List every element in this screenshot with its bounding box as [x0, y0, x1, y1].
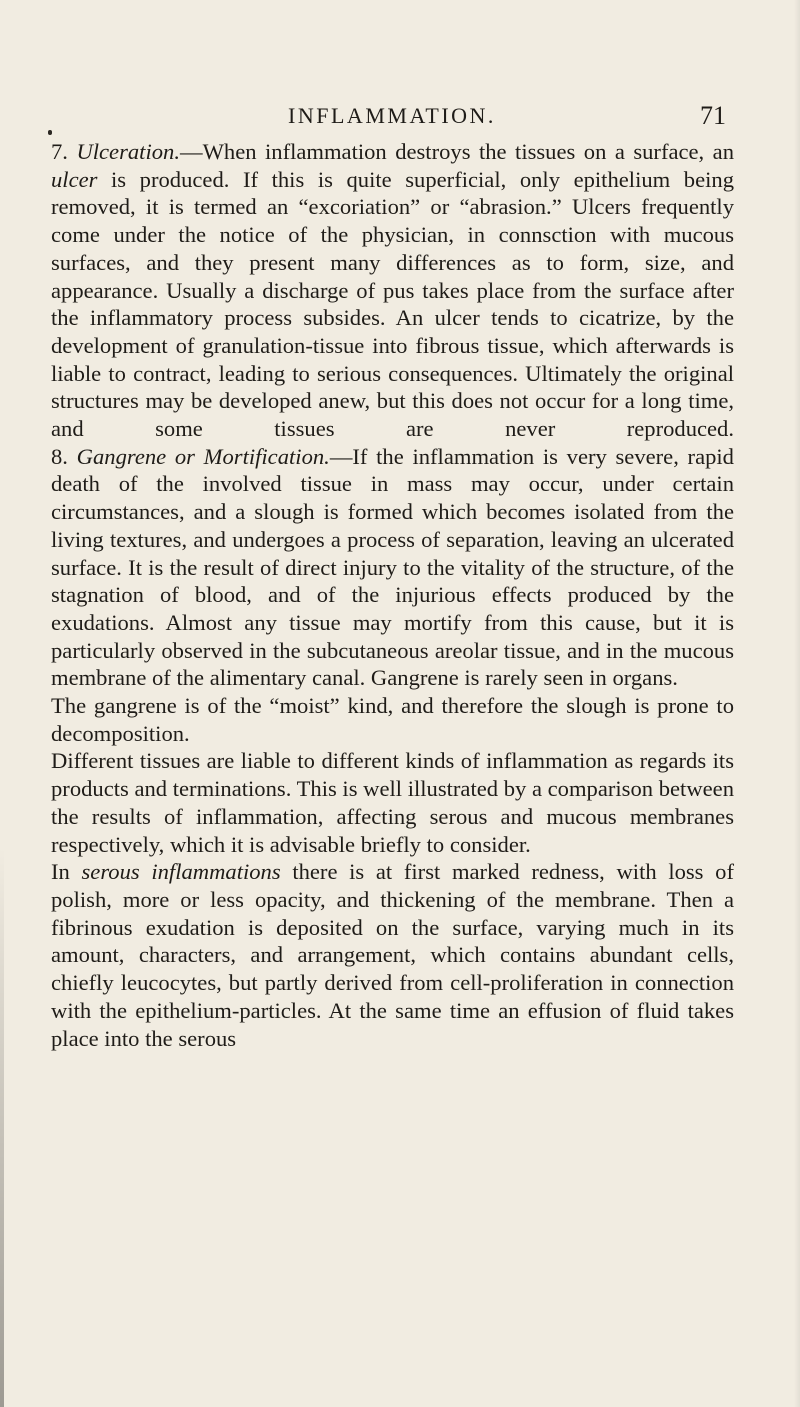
paragraph-serous-inflammations — [51, 858, 734, 1052]
page-number: 71 — [700, 101, 726, 130]
binding-shadow — [0, 847, 4, 1407]
paragraph-text: is produced. If this is quite superficial, only epithelium being removed, it is termed an “excoriation” or “abrasion.” Ulcers frequently come under the notice of the physician, in connsction with mucous surfaces, and they present many differences as to form, size, and appearance. Usually a discharge of pus takes place from the surface after the inflammatory process subsides. An ulcer tends to cicatrize, by the development of granulation-tissue into fibrous tissue, which afterwards is liable to contract, leading to serious consequences. Ultimately the original structures may be developed anew, but this does not occur for a long time, and some tissues are never reproduced. — [51, 166, 734, 442]
heading-dash: — — [329, 443, 353, 469]
body-text — [51, 138, 734, 1052]
section-heading-gangrene: Gangrene or Mortification. — [76, 443, 330, 469]
paragraph-text: If the inflammation is very severe, rapid death of the involved tissue in mass may occur, under certain circumstances, and a slough is formed which becomes isolated from the living textures, and undergoes a process of separation, leaving an ulcerated surface. It is the result of direct injury to the vitality of the structure, of the stagnation of blood, and of the injurious effects produced by the exudations. Almost any tissue may mortify from this cause, but it is particularly observed in the subcutaneous areolar tissue, and in the mucous membrane of the alimentary canal. Gangrene is rarely seen in organs. — [51, 443, 734, 691]
paragraph-text: The gangrene is of the “moist” kind, and therefore the slough is prone to decomposition. — [51, 693, 734, 746]
paragraph-text: Different tissues are liable to different kinds of inflammation as regards its products and terminations. This is well illustrated by a comparison between the results of inflammation, affecting serous and mucous membranes respectively, which it is advisable briefly to consider. — [51, 748, 734, 857]
italic-term-serous-inflammations: serous inflammations — [81, 859, 281, 885]
paragraph-text: When inflammation destroys the tissues on a surface, an — [202, 139, 734, 164]
section-number: 7. — [51, 139, 68, 164]
section-number: 8. — [51, 443, 68, 469]
section-heading-ulceration: Ulceration. — [76, 139, 180, 164]
paragraph-gangrene — [51, 443, 734, 692]
paragraph-text: there is at first marked redness, with loss of polish, more or less opacity, and thickening of the membrane. Then a fibrinous exudation is deposited on the surface, varying much in its amount, characters, and arrangement, which contains abundant cells, chiefly leucocytes, but partly derived from cell-proliferation in connection with the epithelium-particles. At the same time an effusion of fluid takes place into the serous — [51, 859, 734, 1051]
page-edge-shadow — [794, 0, 800, 1407]
running-head: INFLAMMATION. — [288, 103, 496, 128]
italic-term-ulcer: ulcer — [51, 166, 98, 192]
paragraph-ulceration — [51, 138, 734, 443]
heading-dash: — — [179, 139, 203, 164]
paragraph-moist-gangrene — [51, 692, 734, 747]
page-header — [56, 101, 728, 131]
paragraph-text: In — [51, 859, 82, 885]
ink-dot — [48, 130, 52, 135]
paragraph-different-tissues — [51, 747, 734, 858]
